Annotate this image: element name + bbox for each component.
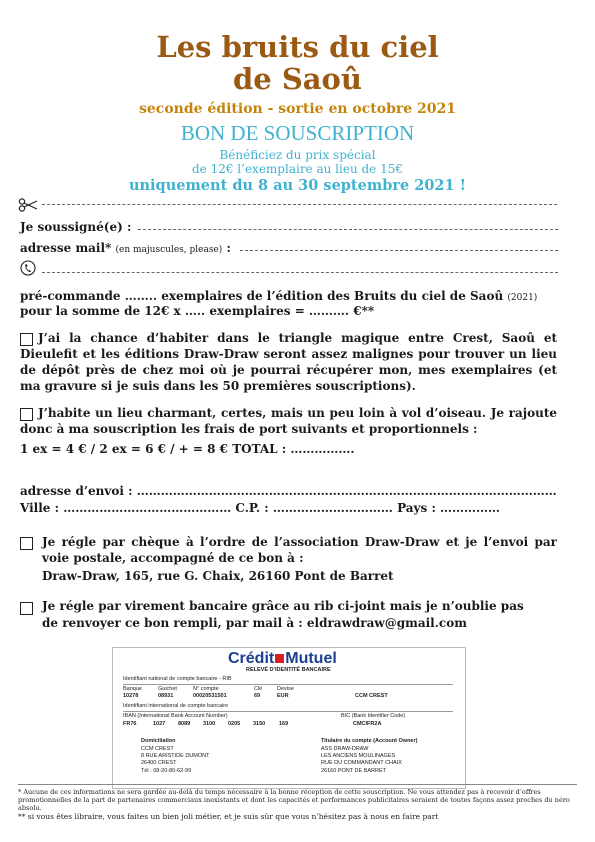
rib-col-compte: N° compte	[193, 686, 219, 692]
rib-col-devise: Devise	[277, 686, 294, 692]
virement-checkbox[interactable]	[20, 602, 33, 615]
title-line-2: de Saoû	[233, 62, 362, 96]
bank-name-1: Crédit	[228, 650, 275, 667]
rib-col-cle: Clé	[254, 686, 263, 692]
rib-col-banque: Banque	[123, 686, 142, 692]
rib-domic-1: CCM CREST	[141, 746, 174, 752]
phone-icon	[20, 260, 36, 276]
rib-col-guichet: Guichet	[158, 686, 177, 692]
rib-tit-3: RUE DU COMMANDANT CHAIX	[321, 760, 402, 766]
rib-tit-1: ASS DRAW-DRAW	[321, 746, 369, 752]
rib-domic-label: Domiciliation	[141, 738, 176, 744]
rib-val-guichet: 08931	[158, 693, 174, 699]
title-line-1: Les bruits du ciel	[156, 30, 439, 64]
shipping-rates: 1 ex = 4 € / 2 ex = 6 € / + = 8 € TOTAL : …………….	[20, 442, 355, 456]
promo-line-1: Bénéficiez du prix spécial	[219, 148, 376, 162]
rib-domic-2: 8 RUE ARISTIDE DUMONT	[141, 753, 210, 759]
rib-val-banque: 10278	[123, 693, 139, 699]
option-shipping-text: J’habite un lieu charmant, certes, mais un peu loin à vol d’oiseau. Je rajoute donc à ma souscription les frais de port suivants et proportionnels :	[20, 406, 557, 436]
phone-field[interactable]	[42, 272, 558, 273]
virement-line-1: Je régle par virement bancaire grâce au rib ci-joint mais je n’oublie pas	[42, 599, 524, 613]
mail-colon: :	[226, 241, 231, 255]
rib-divider-2	[123, 711, 453, 712]
rib-iban-6: 3150	[253, 721, 266, 727]
bank-name-2: Mutuel	[285, 650, 337, 667]
mail-hint: (en majuscules, please)	[115, 245, 223, 255]
rib-tit-4: 26160 PONT DE BARRET	[321, 768, 387, 774]
precommande-line-2: pour la somme de 12€ x ….. exemplaires = ………. €**	[20, 304, 375, 318]
footnote-divider	[18, 784, 577, 785]
rib-iban-4: 3100	[203, 721, 216, 727]
rib-card	[112, 647, 466, 789]
rib-val-cle: 69	[254, 693, 261, 699]
rib-domic-3: 26400 CREST	[141, 760, 177, 766]
cheque-checkbox[interactable]	[20, 537, 33, 550]
rib-domic-4: Tél : 08-20-80-62-99	[141, 768, 192, 774]
rib-iban-label: IBAN (International Bank Account Number)	[123, 713, 228, 719]
rib-iban-5: 0205	[228, 721, 241, 727]
city-line[interactable]: Ville : …………………………………… C.P. : ………………………… Pays : ……………	[20, 501, 501, 515]
rib-iban-3: 8089	[178, 721, 191, 727]
rib-divider-1	[123, 684, 453, 685]
bank-logo	[228, 650, 337, 668]
precommande-text: pré-commande …….. exemplaires de l’édition des Bruits du ciel de Saoû	[20, 289, 504, 303]
mail-field[interactable]	[240, 250, 558, 251]
edition-line: seconde édition - sortie en octobre 2021	[139, 101, 456, 117]
rib-id-label: Identifiant national de compte bancaire - RIB	[123, 676, 232, 682]
rib-titulaire-label: Titulaire du compte (Account Owner)	[321, 738, 418, 744]
rib-iban-7: 169	[279, 721, 289, 727]
rib-bic-label: BIC (Bank Identifier Code)	[341, 713, 406, 719]
rib-holder-short: CCM CREST	[355, 693, 388, 699]
scissors-icon	[18, 197, 38, 211]
rib-val-compte: 00020531501	[193, 693, 227, 699]
cheque-address: Draw-Draw, 165, rue G. Chaix, 26160 Pont de Barret	[42, 569, 394, 583]
bank-logo-icon	[275, 654, 284, 663]
soussigne-label: Je soussigné(e) :	[20, 220, 132, 234]
rib-val-devise: EUR	[277, 693, 289, 699]
soussigne-field[interactable]	[138, 229, 558, 230]
promo-dates: uniquement du 8 au 30 septembre 2021 !	[128, 177, 467, 194]
footnote-1: * Aucune de ces informations ne sera gardée au-delà du temps nécessaire à la bonne réception de cette souscription. Ne vous attendez pas à recevoir d’offres promotionnelles de la part de partenaires commerciaux inexistants et dont les capacités et performances publicitaires seraient de toutes façons assez proches du néro absolu.	[18, 788, 570, 812]
rib-iban-1: FR76	[123, 721, 137, 727]
rib-intl-label: Identifiant international de compte bancaire	[123, 703, 229, 709]
mail-label-group	[20, 241, 231, 258]
rib-bic-value: CMCIFR2A	[353, 721, 382, 727]
bon-souscription-heading: BON DE SOUSCRIPTION	[180, 121, 415, 145]
rib-iban-2: 1027	[153, 721, 166, 727]
cheque-text: Je régle par chèque à l’ordre de l’association Draw-Draw et je l’envoi par voie postale, accompagné de ce bon à :	[42, 535, 557, 565]
mail-label: adresse mail*	[20, 241, 112, 255]
virement-line-2: de renvoyer ce bon rempli, par mail à : eldrawdraw@gmail.com	[42, 616, 467, 630]
rib-tit-2: LES ANCIENS MOULINAGES	[321, 753, 396, 759]
promo-line-2: de 12€ l’exemplaire au lieu de 15€	[191, 162, 403, 176]
precommande-year: (2021)	[507, 293, 538, 303]
rib-subtitle: RELEVÉ D’IDENTITÉ BANCAIRE	[246, 667, 331, 673]
address-line[interactable]: adresse d’envoi : ……………………………………………………………………………………………	[20, 484, 557, 498]
cut-line	[42, 204, 557, 205]
option-local-text: J’ai la chance d’habiter dans le triangle magique entre Crest, Saoû et Dieulefit et les éditions Draw-Draw seront assez malignes pour trouver un lieu de dépôt près de chez moi où je pourrai récupérer mon, mes exemplaires (et ma gravure si je suis dans les 50 premières souscriptions).	[20, 331, 557, 393]
footnote-2: ** si vous êtes libraire, vous faites un bien joli métier, et je suis sûr que vous n’hésitez pas à nous en faire part	[18, 812, 439, 821]
